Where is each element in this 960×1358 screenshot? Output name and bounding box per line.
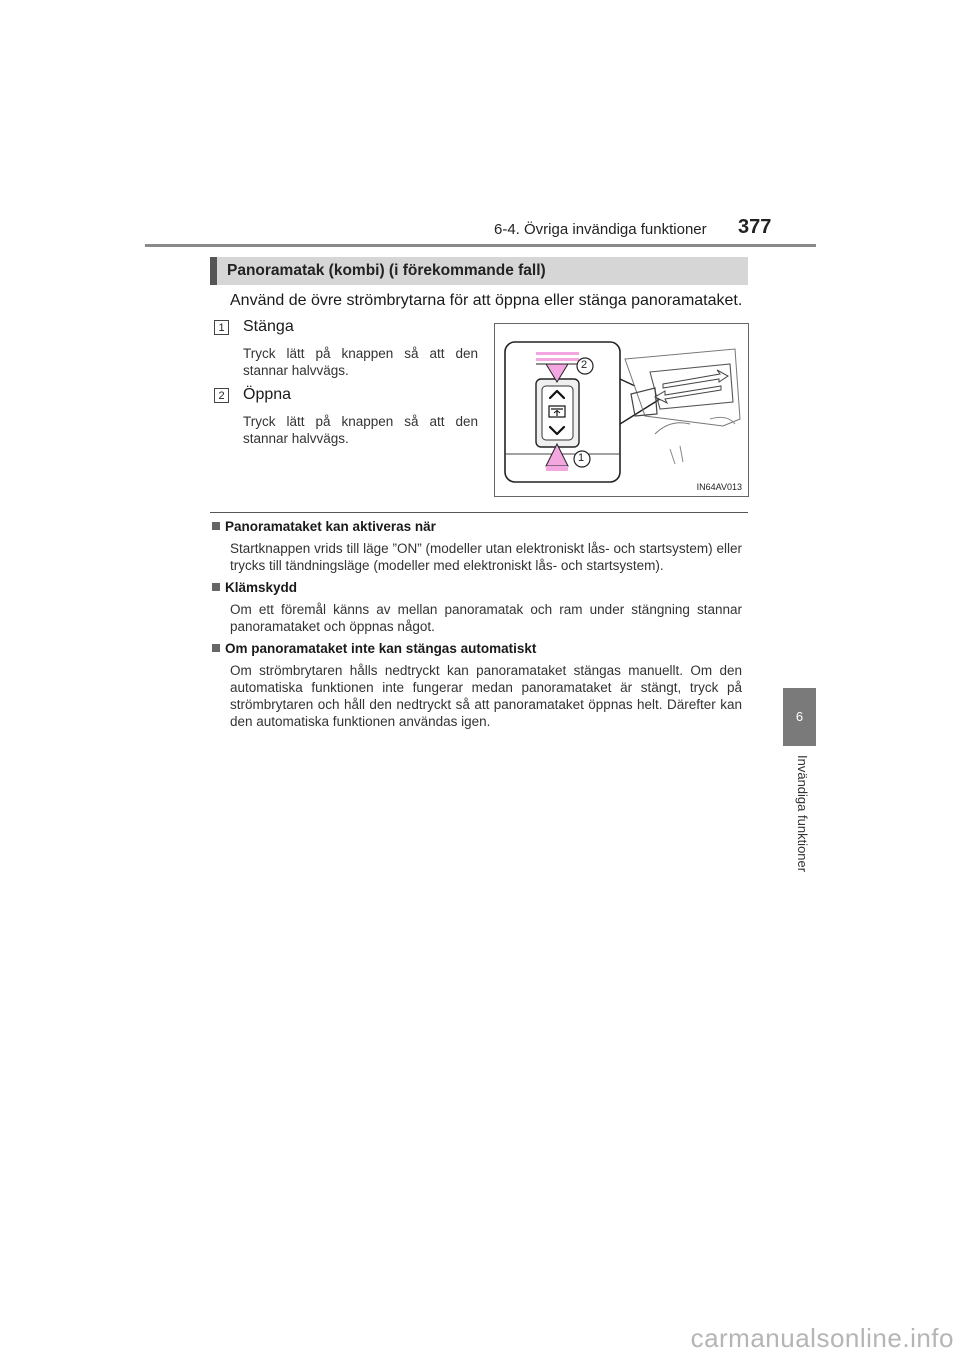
bullet-square-icon	[212, 644, 220, 652]
callout-1-label: 1	[578, 452, 585, 464]
note-3-body: Om strömbrytaren hålls nedtryckt kan panoramataket stängas manuellt. Om den automatiska funktionen inte fungerar medan panoramataket är stängt, tryck på strömbrytaren och håll den nedtryckt så att panoramataket öppnas helt. Därefter kan den automatiska funktionen användas igen.	[230, 663, 742, 729]
callout-2-label: 2	[581, 359, 588, 371]
bullet-square-icon	[212, 522, 220, 530]
note-1-body: Startknappen vrids till läge ”ON” (modeller utan elektroniskt lås- och startsystem) eller trycks till tändningsläge (modeller med elektroniskt lås- och startsystem).	[230, 541, 742, 573]
roof-switch-drawing	[495, 324, 748, 496]
note-1-title	[212, 519, 436, 534]
note-2-title	[212, 580, 297, 595]
chapter-label: Invändiga funktioner	[795, 755, 810, 873]
section-intro: Använd de övre strömbrytarna för att öppna eller stänga panoramataket.	[230, 292, 743, 309]
note-2-body: Om ett föremål känns av mellan panoramatak och ram under stängning stannar panoramataket och öppnas något.	[230, 602, 742, 634]
note-1-title-text: Panoramataket kan aktiveras när	[225, 519, 436, 534]
section-title: Panoramatak (kombi) (i förekommande fall)	[210, 257, 748, 285]
note-3-title	[212, 641, 536, 656]
header-section-title: 6-4. Övriga invändiga funktioner	[494, 221, 707, 238]
watermark: carmanualsonline.info	[690, 1323, 954, 1353]
figure-code: IN64AV013	[696, 482, 742, 492]
item-2-label: Öppna	[243, 386, 292, 403]
header-rule	[145, 244, 816, 247]
note-2-title-text: Klämskydd	[225, 580, 298, 595]
slide-arrow-right	[663, 370, 728, 388]
item-2-description: Tryck lätt på knappen så att den stannar halvvägs.	[243, 414, 478, 446]
switch-illustration	[494, 323, 749, 497]
section-divider	[210, 512, 748, 513]
item-1-label: Stänga	[243, 318, 294, 335]
roof-icon	[549, 406, 565, 417]
note-3-title-text: Om panoramataket inte kan stängas automatiskt	[225, 641, 537, 656]
item-1-description: Tryck lätt på knappen så att den stannar halvvägs.	[243, 346, 478, 378]
bullet-square-icon	[212, 583, 220, 591]
chapter-tab: 6	[783, 688, 816, 746]
slide-arrow-left	[655, 386, 721, 403]
item-2-number: 2	[214, 388, 229, 403]
page-number: 377	[738, 216, 772, 238]
item-1-number: 1	[214, 320, 229, 335]
